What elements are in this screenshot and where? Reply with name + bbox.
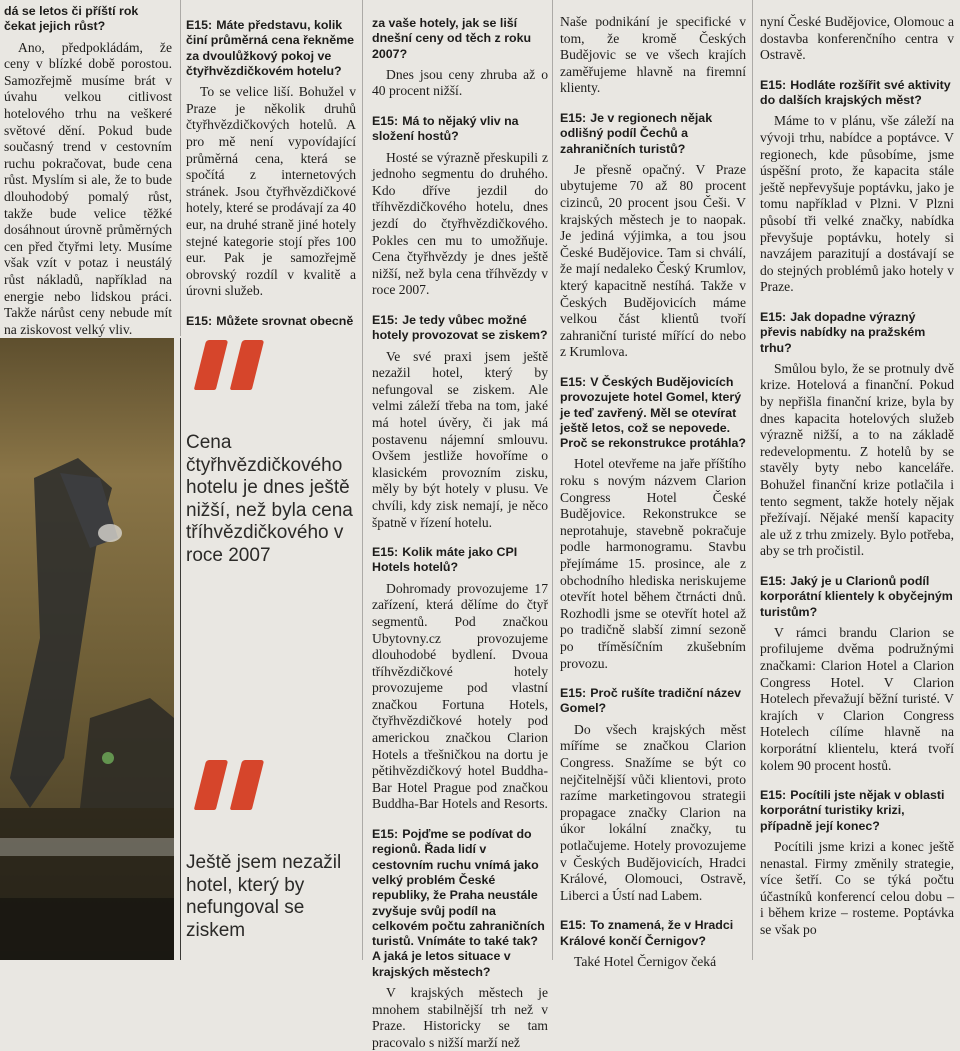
question: E15: Má to nějaký vliv na složení hostů? <box>372 114 519 144</box>
quote-mark-icon <box>200 760 272 815</box>
interview-photo <box>0 338 174 960</box>
answer-text: Do všech krajských měst míříme se značkou Clarion Congress. Snažíme se být co nejčitelnější vůči klientovi, proto razíme marketingovou strategii propagace značky Clarion na úkor lokální značky, tu potlačujeme. Hotely provozujeme v Českých Budějovicích, Hradci Králové, Olomouci, Ostravě, Liberci a Ústí nad Labem. <box>560 721 746 903</box>
column-4 <box>560 0 746 969</box>
column-rule <box>752 0 753 960</box>
column-rule <box>552 0 553 960</box>
question: E15: Máte představu, kolik činí průměrná cena řekněme za dvoulůžkový pokoj ve čtyřhvězdičkovém hotelu? <box>186 18 355 78</box>
question: E15: Hodláte rozšířit své aktivity do dalších krajských měst? <box>760 77 951 108</box>
answer-text: Smůlou bylo, že se protnuly dvě krize. Hotelová a finanční. Pokud by nepřišla finanční krize, byla by dnes kapacita hotelových služeb výrazně nižší, a to na základě redevelopmentu. Z hotelů by se stavěly byty nebo kanceláře. Bohužel finanční krize potlačila i tento segment, takže hotely nějak přežívají. Nějaké menší kapacity ale už z trhu zmizely. Bylo potřeba, aby se trh pročistil. <box>760 360 954 559</box>
pull-quote-1: Cena čtyřhvězdičkového hotelu je dnes ještě nižší, než byla cena tříhvězdičkového v roce 2007 <box>186 432 353 566</box>
question: E15: Je tedy vůbec možné hotely provozovat se ziskem? <box>372 313 548 343</box>
answer-text: nyní České Budějovice, Olomouc a dostavba konferenčního centra v Ostravě. <box>760 14 954 63</box>
question-heading: dá se letos či příští rok čekat jejich růst? <box>4 4 139 34</box>
answer-text: Máme to v plánu, vše záleží na vývoji trhu, nabídce a poptávce. V regionech, kde působíme, jsme úspěšní proto, že kapacita stále ještě nepřevyšuje poptávku, jako je tomu například v Plzni. V Plzni působí tři velké značky, nabídka převyšuje poptávku, hotely si navzájem parazitují a dostávají se do stejných problémů jako hotely v Praze. <box>760 113 954 295</box>
answer-text: Hotel otevřeme na jaře příštího roku s novým názvem Clarion Congress Hotel České Budějovice. Rekonstrukce se neprotahuje, stavebně pokračuje podle harmonogramu. Stavbu přejímáme 15. prosince, ale z obchodního hlediska neriskujeme otevřít hotel během čtrnácti dnů. Rozhodli jsme se otevřít hotel až po tradičně slabší zimní sezoně po tříměsíčním zkušebním provozu. <box>560 456 746 671</box>
question: E15: Jak dopadne výrazný převis nabídky na pražském trhu? <box>760 309 926 355</box>
question: E15: Jaký je u Clarionů podíl korporátní klientely k obyčejným turistům? <box>760 573 953 619</box>
column-5 <box>760 0 954 960</box>
photo-illustration <box>0 338 174 960</box>
quote-mark-icon <box>200 340 272 395</box>
answer-text: To se velice liší. Bohužel v Praze je několik druhů čtyřhvězdičkových hotelů. A pro mě není vypovídající průměrná cena, která se spočítá z internetových stránek. Jsou čtyřhvězdičkové hotely, které se prodávají za 40 eur, na druhé straně jiné hotely stejné kategorie stojí přes 100 eur. Pak je samozřejmě obrovský rozdíl v kvalitě a úrovni služeb. <box>186 84 356 299</box>
answer-text: V rámci brandu Clarion se profilujeme dvěma podružnými značkami: Clarion Hotel a Clarion Congress Hotel. V Clarion Hotelech převažují běžní turisté. V krajích v Clarion Congress Hotelech cílíme hlavně na korporátní klientelu, která tvoří kolem 90 procent hostů. <box>760 624 954 773</box>
question: E15: V Českých Budějovicích provozujete hotel Gomel, který je teď zavřený. Měl se otevírat ještě letos, což se nepovede. Proč se rekonstrukce protáhla? <box>560 374 746 451</box>
column-1 <box>4 0 172 337</box>
answer-text: Je přesně opačný. V Praze ubytujeme 70 až 80 procent cizinců, 20 procent jsou Češi. V krajských městech je to naopak. Je jediná výjimka, a tou jsou České Budějovice. Tam si chválí, že mají nedaleko Český Krumlov, který kapacitně nestíhá. Takže v Českých Budějovicích máme velkou část klientů tvoří zahraniční turisté mířící do nebo z Krumlova. <box>560 161 746 360</box>
answer-text: Ve své praxi jsem ještě nezažil hotel, který by nefungoval se ziskem. Ale velmi záleží třeba na tom, jaké má hotel úvěry, či jak má postavenu nájemní smlouvu. Ovšem jestliže hovoříme o klasickém provozním zisku, měly by být hotely v plusu. Ve chvíli, kdy zisk nemají, je něco špatně v řízení hotelu. <box>372 348 548 530</box>
answer-text: Pocítili jsme krizi a konec ještě nenastal. Firmy změnily strategie, více šetří. Co se týká počtu účastníků konferencí celou dobu – i během krize – rosteme. Poptávka se však po <box>760 839 954 938</box>
question: za vaše hotely, jak se liší dnešní ceny od těch z roku 2007? <box>372 16 532 61</box>
answer-text: Ano, předpokládám, že ceny v blízké době porostou. Samozřejmě musíme brát v úvahu velkou citlivost hotelového trhu na veškeré světové dění. Pokud bude současný trend v cestovním ruchu pokračovat, bude cena růst. Myslím si ale, že to bude dlouhodobý pomalý růst, takže bude velice těžké dosáhnout úrovně průměrných cen před čtyřmi lety. Musíme však vzít v potaz i neustálý růst nákladů, například na energie nebo lidskou práci. Takže nárůst ceny nebude mít na ziskovost velký vliv. <box>4 39 172 337</box>
column-3 <box>372 0 548 1050</box>
question: E15: Pojďme se podívat do regionů. Řada lidí v cestovním ruchu vnímá jako velký problém České republiky, že Praha neustále zvyšuje svůj podíl na celkovém počtu zahraničních turistů. Vnímáte to také tak? A jaká je letos situace v krajských městech? <box>372 827 545 979</box>
column-rule <box>362 0 363 960</box>
column-rule <box>180 0 181 336</box>
answer-text: Také Hotel Černigov čeká <box>574 953 717 969</box>
question: E15: Můžete srovnat obecně <box>186 313 354 328</box>
pull-quote-2: Ještě jsem nezažil hotel, který by nefungoval se ziskem <box>186 852 342 941</box>
answer-text: Hosté se výrazně přeskupili z jednoho segmentu do druhého. Kdo dříve jezdil do tříhvězdičkového hotelu, dnes jezdí do čtyřhvězdičkového. Pokles cen mu to umožňuje. Cena čtyřhvězdy je dnes ještě nižší, než byla cena tříhvězdy v roce 2007. <box>372 149 548 298</box>
answer-text: Dohromady provozujeme 17 zařízení, která dělíme do čtyř segmentů. Pod značkou Ubytovny.cz provozujeme dlouhodobé bydlení. Dvoua tříhvězdičkové hotely provozujeme pod vlastní značkou Fortuna Hotels, čtyřhvězdičkové hotely pod americkou značkou Clarion Hotels a třešničkou na dortu je pětihvězdičkový hotel Buddha-Bar Hotel Prague pod značkou Buddha-Bar Hotels and Resorts. <box>372 580 548 812</box>
question: E15: To znamená, že v Hradci Králové končí Černigov? <box>560 918 734 948</box>
answer-text: Naše podnikání je specifické v tom, že kromě Českých Budějovic se ve všech krajích zaměřujeme hlavně na firemní klienty. <box>560 14 746 96</box>
question: E15: Pocítili jste nějak v oblasti korporátní turistiky krizi, případně její konec? <box>760 788 945 833</box>
column-rule <box>180 338 181 960</box>
answer-text: V krajských městech je mnohem stabilnější trh než v Praze. Historicky se tam pracovalo s nižší marží než <box>372 985 548 1050</box>
question: E15: Kolik máte jako CPI Hotels hotelů? <box>372 545 518 575</box>
question: E15: Proč rušíte tradiční název Gomel? <box>560 686 741 716</box>
answer-text: Dnes jsou ceny zhruba až o 40 procent nižší. <box>372 66 548 99</box>
column-2 <box>186 0 356 334</box>
question: E15: Je v regionech nějak odlišný podíl Čechů a zahraničních turistů? <box>560 110 713 156</box>
